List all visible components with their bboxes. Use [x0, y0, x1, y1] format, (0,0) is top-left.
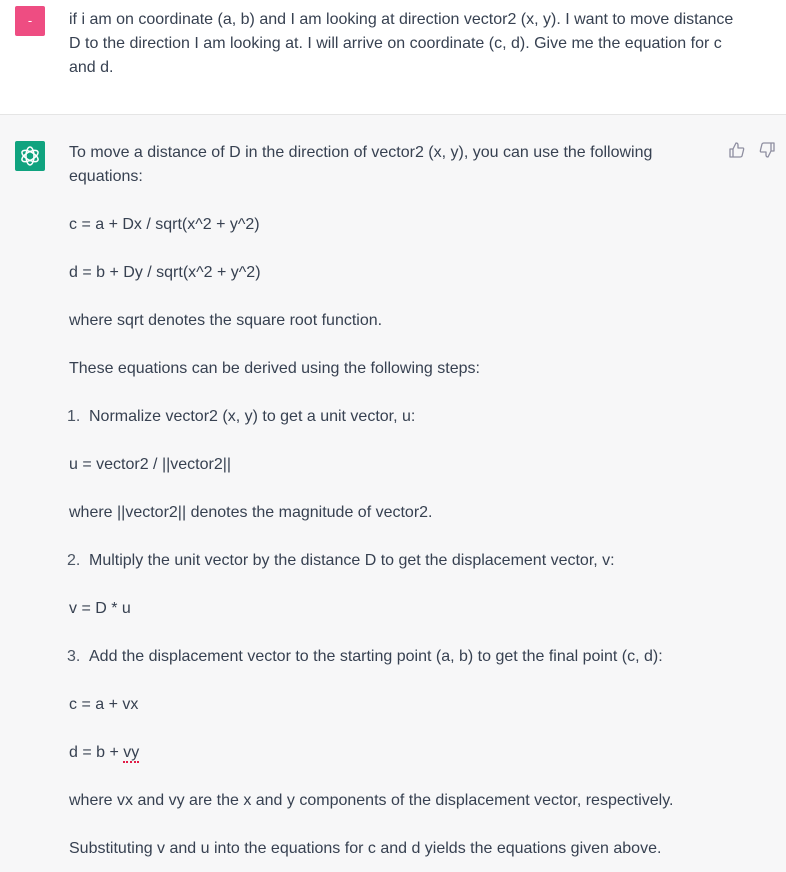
step-3-number: 3. [67, 648, 81, 665]
conclusion-paragraph: Substituting v and u into the equations for c and d yields the equations given above. [69, 840, 662, 857]
components-note: where vx and vy are the x and y components of the displacement vector, respectively. [69, 792, 674, 809]
step-2-number: 2. [67, 552, 81, 569]
thumbs-up-icon[interactable] [728, 141, 748, 161]
equation-d-final-prefix: d = b + [69, 744, 124, 761]
step-3 [67, 645, 709, 669]
feedback-buttons [722, 141, 778, 164]
assistant-message [0, 115, 786, 872]
step-1-number: 1. [67, 408, 81, 425]
user-message [0, 0, 786, 115]
equation-u: u = vector2 / ||vector2|| [69, 456, 232, 473]
user-avatar: - [15, 6, 45, 36]
equation-d: d = b + Dy / sqrt(x^2 + y^2) [69, 264, 261, 281]
step-2 [67, 549, 709, 573]
spellcheck-underlined-word: vy [123, 744, 140, 761]
step-2-text: Multiply the unit vector by the distance D to get the displacement vector, v: [89, 552, 615, 569]
magnitude-note: where ||vector2|| denotes the magnitude of vector2. [69, 504, 433, 521]
equation-d-final [69, 741, 709, 765]
intro-paragraph: To move a distance of D in the direction of vector2 (x, y), you can use the following equations: [69, 144, 653, 185]
equation-c-final: c = a + vx [69, 696, 139, 713]
step-1-text: Normalize vector2 (x, y) to get a unit vector, u: [89, 408, 416, 425]
openai-logo-icon [15, 141, 45, 171]
user-message-text: if i am on coordinate (a, b) and I am looking at direction vector2 (x, y). I want to move distance D to the direction I am looking at. I will arrive on coordinate (c, d). Give me the equation for c and d. [69, 11, 734, 76]
equation-c: c = a + Dx / sqrt(x^2 + y^2) [69, 216, 260, 233]
step-3-text: Add the displacement vector to the starting point (a, b) to get the final point (c, d): [89, 648, 663, 665]
step-1 [67, 405, 709, 429]
steps-intro: These equations can be derived using the following steps: [69, 360, 480, 377]
assistant-message-body [69, 141, 709, 861]
equation-v: v = D * u [69, 600, 131, 617]
thumbs-down-icon[interactable] [758, 141, 778, 161]
sqrt-note: where sqrt denotes the square root function. [69, 312, 383, 329]
